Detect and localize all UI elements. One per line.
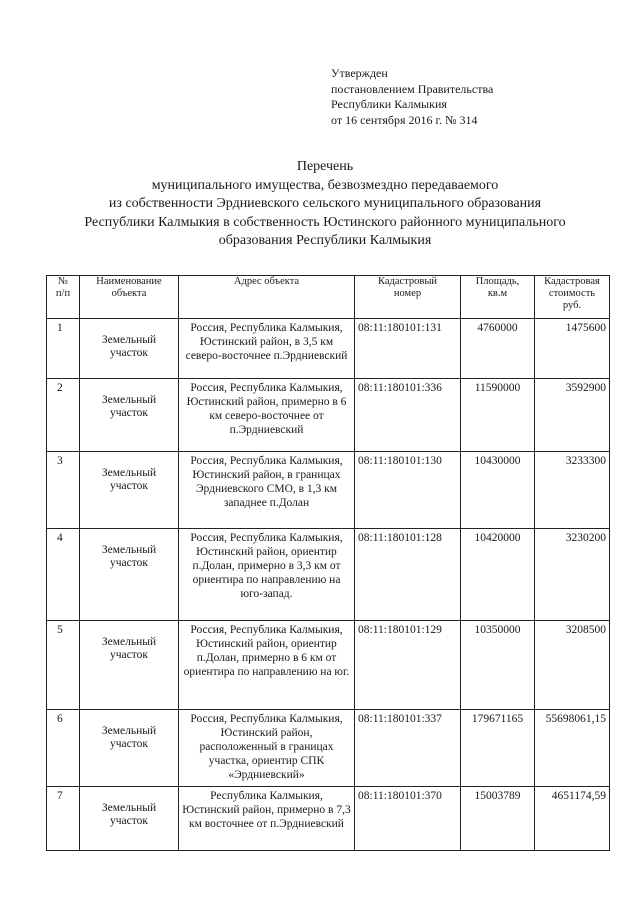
object-name-line-2: участок [110,480,148,492]
table-header-row [47,276,610,319]
row-cost-text: 1475600 [565,322,606,334]
row-cadastral-text: 08:11:180101:337 [358,713,442,725]
row-address-text: Россия, Республика Калмыкия, Юстинский район, примерно в 6 км северо-восточнее от п.Эрдниевский [186,382,347,436]
title-line-1: Перечень [296,159,354,174]
row-area [461,529,535,621]
row-area-text: 11590000 [474,382,521,394]
row-area-text: 15003789 [474,790,521,802]
document-title [40,158,610,251]
object-name-line-1: Земельный [101,544,157,556]
row-area [461,379,535,452]
row-area [461,787,535,851]
row-cost [535,529,610,621]
table-row [47,529,610,621]
row-number [47,710,80,787]
row-number-text: 6 [57,713,63,725]
header-number-line-1: № [57,276,69,287]
table-row [47,710,610,787]
row-address-text: Россия, Республика Калмыкия, Юстинский район, расположенный в границах участка, ориентир СПК «Эрдниевский» [190,713,343,781]
row-object-name [80,529,179,621]
row-cadastral [355,787,461,851]
row-area [461,319,535,379]
row-area [461,710,535,787]
row-number-text: 5 [57,624,63,636]
header-name-line-2: объекта [111,288,147,299]
table-row [47,319,610,379]
row-cadastral [355,319,461,379]
row-number [47,319,80,379]
title-line-3: из собственности Эрдниевского сельского муниципального образования [108,196,542,211]
header-address [179,276,355,319]
row-area-text: 179671165 [471,713,524,725]
row-area-text: 10420000 [474,532,521,544]
row-cost [535,379,610,452]
row-object-name [80,710,179,787]
header-name [80,276,179,319]
object-name-line-2: участок [110,557,148,569]
row-address [179,452,355,529]
row-cost [535,787,610,851]
table-row [47,452,610,529]
row-number [47,787,80,851]
row-number-text: 4 [57,532,63,544]
object-name-line-1: Земельный [101,802,157,814]
title-line-5: образования Республики Калмыкия [218,233,432,248]
approval-block [331,66,493,128]
row-object-name [80,452,179,529]
row-address [179,529,355,621]
row-object-name [80,621,179,710]
row-address-text: Республика Калмыкия, Юстинский район, примерно в 7,3 км восточнее от п.Эрдниевский [182,790,351,830]
row-cadastral [355,379,461,452]
row-address [179,379,355,452]
header-number-line-2: п/п [55,288,71,299]
row-address-text: Россия, Республика Калмыкия, Юстинский район, ориентир п.Долан, примерно в 3,3 км от ориентира по направлению на юго-запад. [190,532,343,600]
row-number-text: 1 [57,322,63,334]
approval-line-2: постановлением Правительства [331,81,494,96]
row-number-text: 2 [57,382,63,394]
row-object-name [80,319,179,379]
row-address-text: Россия, Республика Калмыкия, Юстинский район, в границах Эрдниевского СМО, в 1,3 км западнее п.Долан [190,455,343,509]
row-cost-text: 3233300 [565,455,606,467]
row-address-text: Россия, Республика Калмыкия, Юстинский район, ориентир п.Долан, примерно в 6 км от ориентира по направлению на юг. [183,624,350,678]
object-name-line-2: участок [110,347,148,359]
header-cadastral-line-2: номер [393,288,422,299]
row-address [179,710,355,787]
row-object-name-text [80,379,178,422]
row-number [47,452,80,529]
row-cost-text: 3230200 [565,532,606,544]
row-address [179,621,355,710]
object-name-line-1: Земельный [101,636,157,648]
table-row [47,379,610,452]
row-cost [535,621,610,710]
row-cadastral-text: 08:11:180101:131 [358,322,442,334]
row-number [47,621,80,710]
row-cadastral-text: 08:11:180101:336 [358,382,442,394]
row-object-name-text [80,621,178,664]
row-area [461,452,535,529]
header-cadastral [355,276,461,319]
row-area-text: 10430000 [474,455,521,467]
row-address-text: Россия, Республика Калмыкия, Юстинский район, в 3,5 км северо-восточнее п.Эрдниевский [185,322,348,362]
row-object-name [80,787,179,851]
row-cadastral-text: 08:11:180101:129 [358,624,442,636]
object-name-line-1: Земельный [101,467,157,479]
header-cost-line-3: руб. [562,300,582,311]
header-area-line-2: кв.м [487,288,508,299]
header-cost [535,276,610,319]
header-cadastral-line-1: Кадастровый [377,276,438,287]
row-cost-text: 4651174,59 [551,790,606,802]
row-object-name-text [80,710,178,753]
header-cost-line-1: Кадастровая [544,276,600,287]
row-cadastral [355,452,461,529]
title-line-4: Республики Калмыкия в собственность Юстинского районного муниципального [84,214,566,230]
object-name-line-2: участок [110,738,148,750]
row-object-name-text [80,529,178,572]
property-table [46,275,610,851]
row-object-name-text [80,319,178,362]
object-name-line-2: участок [110,815,148,827]
row-area-text: 10350000 [474,624,521,636]
object-name-line-2: участок [110,649,148,661]
row-area [461,621,535,710]
row-number-text: 3 [57,455,63,467]
header-area [461,276,535,319]
row-object-name-text [80,787,178,830]
row-number [47,379,80,452]
row-object-name [80,379,179,452]
header-number [47,276,80,319]
row-address [179,319,355,379]
approval-line-1: Утвержден [331,66,388,80]
table-body [47,319,610,851]
row-cost-text: 3208500 [565,624,606,636]
title-line-2: муниципального имущества, безвозмездно передаваемого [151,177,499,193]
row-number-text: 7 [57,790,63,802]
table-row [47,787,610,851]
row-address [179,787,355,851]
row-cadastral-text: 08:11:180101:370 [358,790,442,802]
row-cost [535,319,610,379]
row-cadastral [355,529,461,621]
header-cost-line-2: стоимость [548,288,596,299]
row-number [47,529,80,621]
object-name-line-1: Земельный [101,334,157,346]
object-name-line-2: участок [110,407,148,419]
row-cadastral-text: 08:11:180101:130 [358,455,442,467]
object-name-line-1: Земельный [101,725,157,737]
header-name-line-1: Наименование [96,276,162,287]
row-cost-text: 3592900 [565,382,606,394]
row-cadastral-text: 08:11:180101:128 [358,532,442,544]
row-cadastral [355,710,461,787]
approval-line-4: от 16 сентября 2016 г. № 314 [331,112,478,127]
header-area-line-1: Площадь, [475,276,520,287]
header-address-text: Адрес объекта [233,276,300,287]
row-object-name-text [80,452,178,495]
row-cost-text: 55698061,15 [545,713,606,725]
row-cost [535,452,610,529]
table-row [47,621,610,710]
approval-line-3: Республики Калмыкия [331,97,447,111]
row-area-text: 4760000 [477,322,518,334]
row-cost [535,710,610,787]
object-name-line-1: Земельный [101,394,157,406]
row-cadastral [355,621,461,710]
